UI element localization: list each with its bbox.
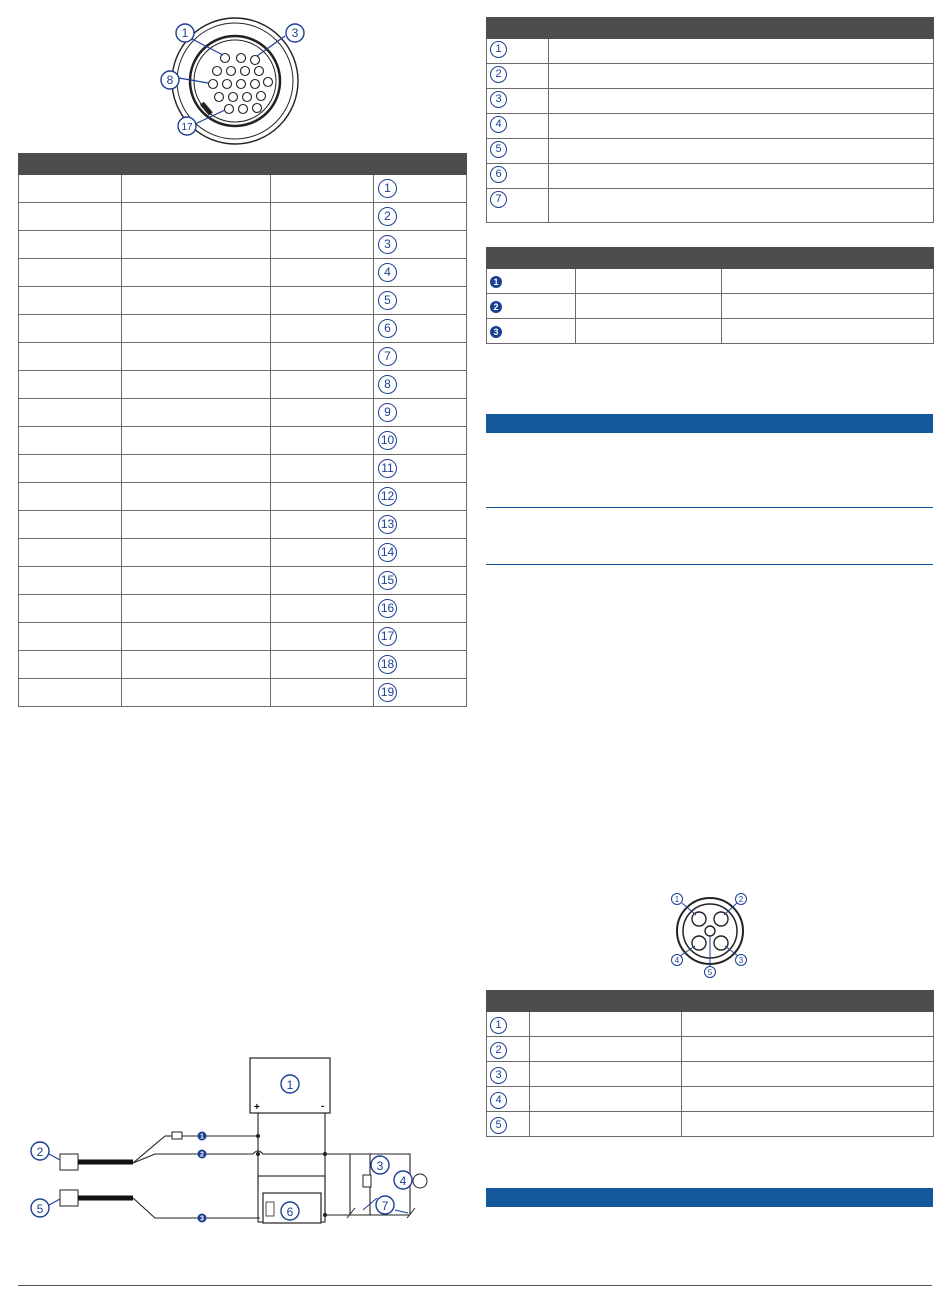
empty-cell	[530, 1037, 682, 1062]
empty-cell	[122, 203, 271, 231]
callout-number: 12	[378, 487, 397, 506]
empty-cell	[271, 595, 374, 623]
callout-number: 3	[378, 235, 397, 254]
callout-cell	[374, 231, 467, 259]
callout-cell	[374, 483, 467, 511]
wire-marker-1: 1	[200, 1133, 204, 1141]
empty-cell	[271, 455, 374, 483]
callout-cell	[374, 259, 467, 287]
right-table-2	[486, 247, 934, 344]
empty-cell	[530, 1062, 682, 1087]
callout-number: 10	[378, 431, 397, 450]
empty-cell	[682, 1112, 934, 1137]
callout-2-label: 2	[36, 1145, 44, 1159]
callout-cell	[374, 623, 467, 651]
table-header	[487, 248, 934, 269]
empty-cell	[19, 679, 122, 707]
callout-number: 3	[490, 91, 507, 108]
empty-cell	[576, 269, 722, 294]
empty-cell	[19, 427, 122, 455]
callout-number: 4	[490, 116, 507, 133]
table-row	[19, 483, 467, 511]
callout-cell	[374, 511, 467, 539]
callout-number: 5	[490, 141, 507, 158]
wire-marker-3: 3	[200, 1215, 204, 1223]
empty-cell	[19, 567, 122, 595]
empty-cell	[271, 399, 374, 427]
empty-cell	[682, 1037, 934, 1062]
callout-17-label: 17	[181, 122, 193, 133]
table-row	[19, 651, 467, 679]
callout-cell	[374, 343, 467, 371]
empty-cell	[122, 343, 271, 371]
callout-number: 13	[378, 515, 397, 534]
empty-cell	[271, 343, 374, 371]
table-row	[487, 1062, 934, 1087]
empty-cell	[530, 1012, 682, 1037]
callout-number: 2	[490, 66, 507, 83]
empty-cell	[19, 231, 122, 259]
empty-cell	[271, 371, 374, 399]
callout-cell	[374, 595, 467, 623]
callout-cell	[487, 39, 549, 64]
table-row	[19, 679, 467, 707]
table-row	[487, 139, 934, 164]
callout-cell	[487, 294, 576, 319]
callout-number: 1	[490, 276, 502, 288]
callout-number: 19	[378, 683, 397, 702]
empty-cell	[271, 651, 374, 679]
table-row	[19, 315, 467, 343]
empty-cell	[576, 294, 722, 319]
empty-cell	[19, 371, 122, 399]
empty-cell	[271, 175, 374, 203]
table-row	[19, 455, 467, 483]
empty-cell	[19, 539, 122, 567]
callout-cell	[487, 189, 549, 223]
table-row	[487, 1112, 934, 1137]
empty-cell	[19, 651, 122, 679]
callout-1-label: 1	[286, 1078, 294, 1092]
callout-cell	[487, 1037, 530, 1062]
table-row	[19, 595, 467, 623]
callout-number: 6	[490, 166, 507, 183]
callout-2-label: 2	[738, 895, 744, 904]
callout-cell	[374, 567, 467, 595]
callout-number: 18	[378, 655, 397, 674]
empty-cell	[122, 175, 271, 203]
connector-19pin-diagram	[155, 18, 315, 143]
empty-cell	[19, 343, 122, 371]
empty-cell	[122, 427, 271, 455]
empty-cell	[271, 315, 374, 343]
table-row	[487, 294, 934, 319]
callout-cell	[487, 319, 576, 344]
callout-number: 15	[378, 571, 397, 590]
empty-cell	[122, 623, 271, 651]
callout-cell	[487, 1112, 530, 1137]
empty-cell	[122, 483, 271, 511]
empty-cell	[122, 567, 271, 595]
callout-number: 6	[378, 319, 397, 338]
callout-cell	[487, 269, 576, 294]
section-header-bar	[486, 414, 933, 433]
callout-cell	[374, 175, 467, 203]
callout-6-label: 6	[286, 1205, 294, 1219]
table-row	[19, 427, 467, 455]
minus-terminal: -	[321, 1101, 325, 1112]
empty-cell	[19, 175, 122, 203]
pin-table-5	[486, 990, 934, 1137]
callout-number: 5	[378, 291, 397, 310]
callout-number: 2	[490, 301, 502, 313]
callout-cell	[487, 114, 549, 139]
table-row	[487, 1012, 934, 1037]
table-header	[19, 154, 467, 175]
empty-cell	[19, 315, 122, 343]
empty-cell	[19, 259, 122, 287]
empty-cell	[271, 483, 374, 511]
empty-cell	[19, 595, 122, 623]
right-table-1	[486, 17, 934, 223]
table-row	[19, 287, 467, 315]
empty-cell	[722, 319, 934, 344]
callout-cell	[487, 89, 549, 114]
empty-cell	[19, 483, 122, 511]
table-row	[487, 189, 934, 223]
empty-cell	[576, 319, 722, 344]
empty-cell	[122, 315, 271, 343]
table-row	[487, 89, 934, 114]
empty-cell	[271, 427, 374, 455]
empty-cell	[271, 511, 374, 539]
table-row	[19, 175, 467, 203]
table-row	[19, 259, 467, 287]
table-row	[19, 343, 467, 371]
empty-cell	[271, 287, 374, 315]
callout-3-label: 3	[738, 956, 744, 965]
empty-cell	[549, 89, 934, 114]
callout-number: 8	[378, 375, 397, 394]
table-row	[487, 164, 934, 189]
table-row	[487, 269, 934, 294]
callout-number: 17	[378, 627, 397, 646]
empty-cell	[530, 1087, 682, 1112]
callout-number: 1	[490, 1017, 507, 1034]
callout-cell	[374, 399, 467, 427]
empty-cell	[271, 679, 374, 707]
callout-number: 14	[378, 543, 397, 562]
callout-cell	[487, 1087, 530, 1112]
empty-cell	[722, 269, 934, 294]
empty-cell	[271, 623, 374, 651]
table-row	[19, 567, 467, 595]
callout-cell	[374, 455, 467, 483]
empty-cell	[19, 455, 122, 483]
empty-cell	[122, 371, 271, 399]
empty-cell	[549, 189, 934, 223]
table-row	[487, 39, 934, 64]
empty-cell	[530, 1112, 682, 1137]
callout-number: 5	[490, 1117, 507, 1134]
callout-cell	[374, 203, 467, 231]
table-row	[487, 64, 934, 89]
callout-number: 16	[378, 599, 397, 618]
callout-number: 2	[490, 1042, 507, 1059]
callout-4-label: 4	[399, 1174, 407, 1188]
empty-cell	[122, 231, 271, 259]
empty-cell	[271, 539, 374, 567]
callout-number: 4	[378, 263, 397, 282]
callout-number: 4	[490, 1092, 507, 1109]
callout-cell	[487, 1062, 530, 1087]
callout-number: 9	[378, 403, 397, 422]
empty-cell	[682, 1087, 934, 1112]
callout-3-label: 3	[376, 1159, 384, 1173]
empty-cell	[122, 539, 271, 567]
callout-cell	[374, 427, 467, 455]
empty-cell	[271, 567, 374, 595]
callout-number: 1	[490, 41, 507, 58]
empty-cell	[122, 651, 271, 679]
empty-cell	[682, 1062, 934, 1087]
section-divider	[486, 507, 933, 508]
empty-cell	[722, 294, 934, 319]
empty-cell	[122, 455, 271, 483]
callout-cell	[374, 679, 467, 707]
empty-cell	[549, 39, 934, 64]
callout-cell	[487, 1012, 530, 1037]
empty-cell	[19, 399, 122, 427]
empty-cell	[271, 203, 374, 231]
empty-cell	[122, 679, 271, 707]
callout-1-label: 1	[674, 895, 680, 904]
callout-8-label: 8	[166, 73, 174, 87]
callout-cell	[374, 287, 467, 315]
callout-cell	[374, 315, 467, 343]
callout-cell	[487, 64, 549, 89]
empty-cell	[122, 259, 271, 287]
empty-cell	[19, 287, 122, 315]
callout-3-label: 3	[291, 26, 299, 40]
table-row	[487, 319, 934, 344]
callout-number: 2	[378, 207, 397, 226]
callout-number: 7	[378, 347, 397, 366]
callout-number: 3	[490, 1067, 507, 1084]
callout-5-label: 5	[36, 1202, 44, 1216]
table-row	[19, 399, 467, 427]
table-row	[19, 511, 467, 539]
callout-5-label: 5	[707, 968, 713, 977]
callout-7-label: 7	[381, 1199, 389, 1213]
empty-cell	[19, 203, 122, 231]
table-row	[19, 539, 467, 567]
callout-cell	[487, 139, 549, 164]
empty-cell	[122, 399, 271, 427]
empty-cell	[19, 623, 122, 651]
empty-cell	[549, 64, 934, 89]
callout-number: 11	[378, 459, 397, 478]
wire-marker-2: 2	[200, 1151, 204, 1159]
callout-cell	[487, 164, 549, 189]
empty-cell	[271, 231, 374, 259]
empty-cell	[549, 164, 934, 189]
table-row	[487, 114, 934, 139]
footer-rule	[18, 1285, 932, 1286]
table-row	[487, 1087, 934, 1112]
connector-5pin-diagram	[655, 888, 765, 978]
callout-number: 1	[378, 179, 397, 198]
empty-cell	[122, 511, 271, 539]
wiring-diagram	[25, 1050, 445, 1240]
empty-cell	[549, 139, 934, 164]
callout-cell	[374, 651, 467, 679]
empty-cell	[682, 1012, 934, 1037]
table-row	[487, 1037, 934, 1062]
callout-number: 3	[490, 326, 502, 338]
callout-cell	[374, 539, 467, 567]
table-row	[19, 371, 467, 399]
callout-1-label: 1	[181, 26, 189, 40]
empty-cell	[271, 259, 374, 287]
table-header	[487, 18, 934, 39]
table-row	[19, 203, 467, 231]
empty-cell	[549, 114, 934, 139]
section-divider	[486, 564, 933, 565]
empty-cell	[19, 511, 122, 539]
callout-4-label: 4	[674, 956, 680, 965]
plus-terminal: +	[254, 1102, 260, 1113]
table-row	[19, 231, 467, 259]
empty-cell	[122, 287, 271, 315]
section-header-bar	[486, 1188, 933, 1207]
callout-cell	[374, 371, 467, 399]
table-row	[19, 623, 467, 651]
callout-number: 7	[490, 191, 507, 208]
pin-table-19	[18, 153, 467, 707]
empty-cell	[122, 595, 271, 623]
table-header	[487, 991, 934, 1012]
